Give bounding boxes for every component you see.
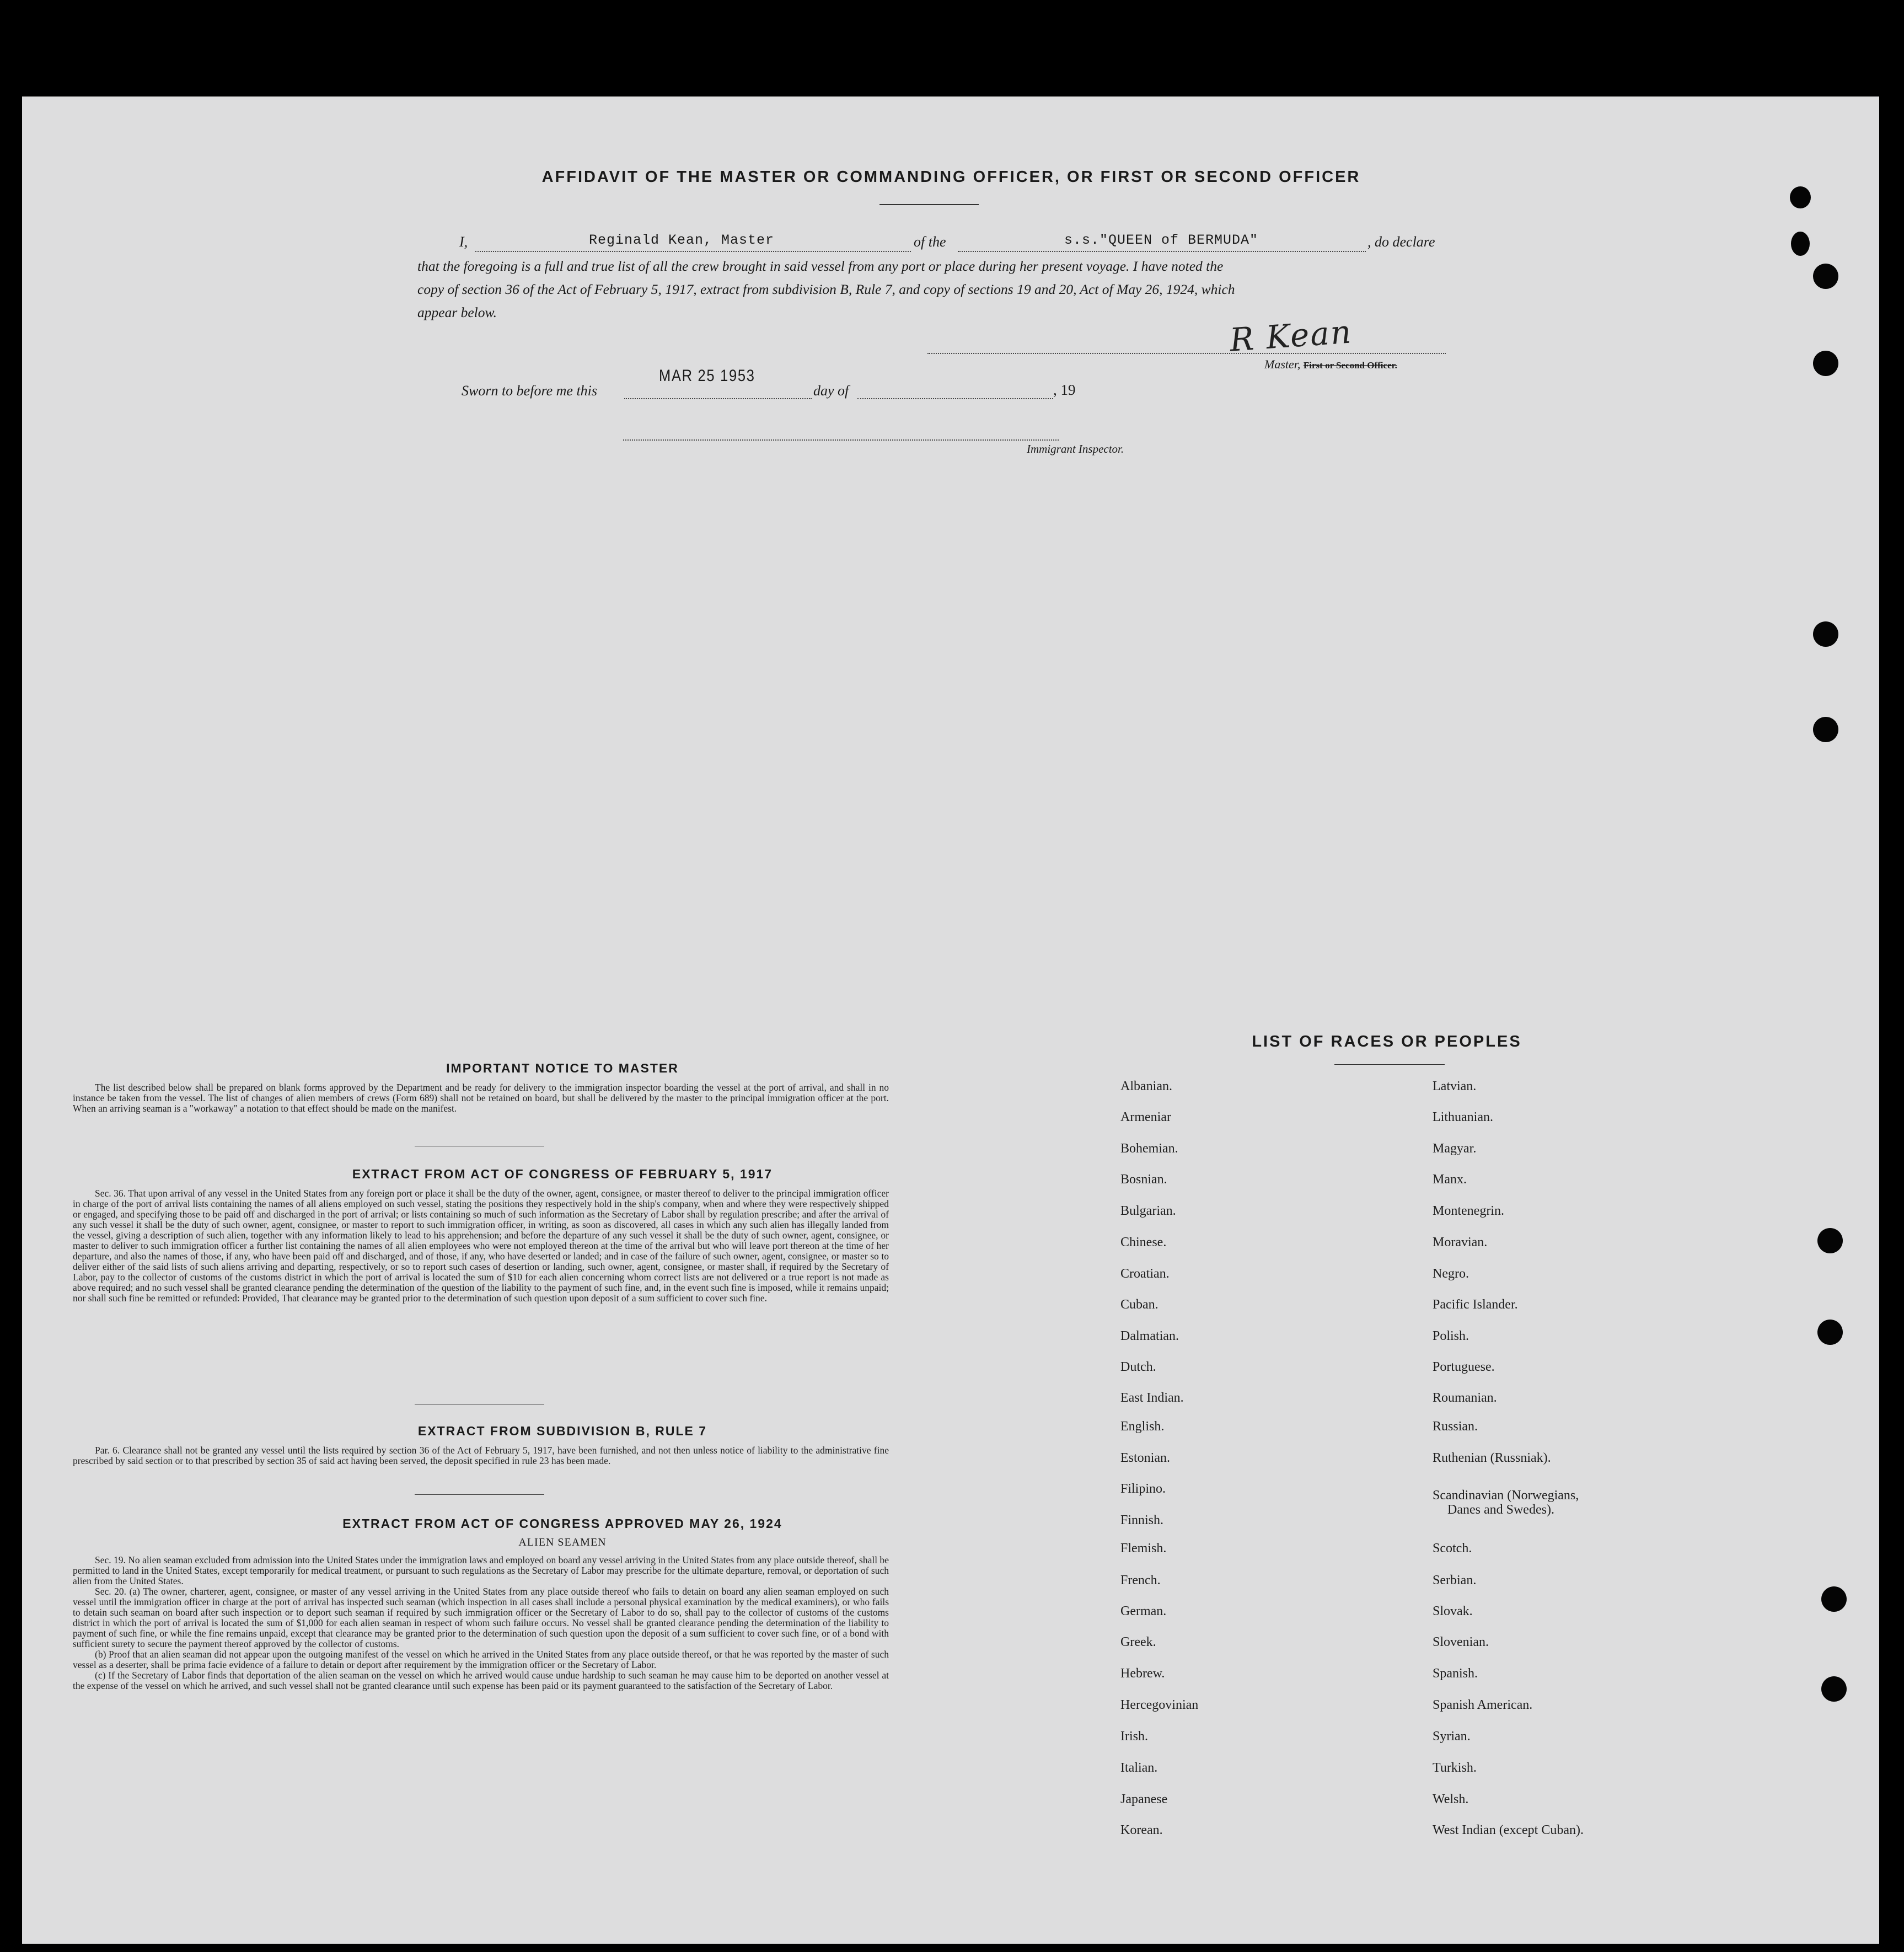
- race-item: Armeniar: [1120, 1110, 1171, 1124]
- sworn-label: Sworn to before me this: [462, 383, 598, 399]
- races-title: LIST OF RACES OR PEOPLES: [1252, 1033, 1522, 1050]
- rule-7-body: [73, 1445, 889, 1466]
- struck-officer-text: First or Second Officer.: [1303, 360, 1397, 371]
- punch-hole: [1817, 1320, 1843, 1345]
- signature-line: [927, 353, 1446, 354]
- sec-20a-paragraph: Sec. 20. (a) The owner, charterer, agent, consignee, or master of any vessel arriving in the United States from any place outside thereof who fails to detain on board any alien seaman employed on such vessel until the immigration officer in charge at the port of arrival has inspected such seaman (which inspection in all cases shall include a personal physical examination by the medical examiners), or who fails to detain such seaman on board after such inspection or to deport such seaman if required by such immigration officer or the Secretary of Labor to do so, shall pay to the collector of customs of the customs district in which the port of arrival is located the sum of $1,000 for each alien seaman in respect of whom such failure occurs. No vessel shall be granted clearance pending the determination of the liability to payment of such fine, or while the fine remains unpaid, except that clearance may be granted prior to the determination of such question upon the deposit of a sum sufficient to cover such fine, or of a bond with sufficient surety to secure the payment thereof approved by the collector of customs.: [73, 1586, 889, 1649]
- race-item: Hebrew.: [1120, 1666, 1165, 1681]
- race-item: Spanish.: [1433, 1666, 1478, 1681]
- inspector-line: [623, 439, 1059, 441]
- race-item: Bosnian.: [1120, 1172, 1167, 1187]
- par-6-paragraph: Par. 6. Clearance shall not be granted any vessel until the lists required by section 36 of the Act of February 5, 1917, have been furnished, and not then unless notice of liability to the administrative fine prescribed by said section or to that prescribed by section 35 of said act having been served, the deposit specified in rule 23 has been made.: [73, 1445, 889, 1466]
- race-item: Greek.: [1120, 1635, 1156, 1649]
- notice-paragraph: The list described below shall be prepared on blank forms approved by the Department and be ready for delivery to the immigration inspector boarding the vessel at the port of arrival, and shall in no instance be taken from the vessel. The list of changes of alien members of crews (Form 689) shall not be retained on board, but shall be delivered by the master to the principal immigration officer at the port. When an arriving seaman is a "workaway" a notation to that effect should be made on the manifest.: [73, 1082, 889, 1114]
- master-name-value: Reginald Kean, Master: [589, 232, 775, 248]
- sec-20b-paragraph: (b) Proof that an alien seaman did not appear upon the outgoing manifest of the vessel on which he arrived in the United States from any place outside thereof, or that he was reported by the master of such vessel as a deserter, shall be prima facie evidence of a failure to detain or deport after requirement by the immigration officer or the Secretary of Labor.: [73, 1649, 889, 1670]
- race-item: Syrian.: [1433, 1729, 1471, 1744]
- alien-seamen-subtitle: ALIEN SEAMEN: [518, 1536, 607, 1548]
- race-item: Japanese: [1120, 1792, 1168, 1806]
- race-item: Irish.: [1120, 1729, 1148, 1744]
- race-item: English.: [1120, 1419, 1165, 1434]
- sworn-date-line: [624, 398, 812, 399]
- vessel-name-value: s.s."QUEEN of BERMUDA": [1064, 232, 1259, 248]
- race-item: Roumanian.: [1433, 1391, 1497, 1405]
- race-item: Spanish American.: [1433, 1698, 1533, 1712]
- affidavit-line-2: that the foregoing is a full and true list of all the crew brought in said vessel from any port or place during her present voyage. I have noted the: [417, 258, 1224, 274]
- extract-1924-title: EXTRACT FROM ACT OF CONGRESS APPROVED MAY 26, 1924: [342, 1516, 782, 1531]
- race-item: French.: [1120, 1573, 1161, 1588]
- notice-title: IMPORTANT NOTICE TO MASTER: [446, 1061, 679, 1075]
- race-item: Scotch.: [1433, 1541, 1472, 1556]
- month-line: [857, 398, 1053, 399]
- affidavit-line-3: copy of section 36 of the Act of February 5, 1917, extract from subdivision B, Rule 7, and copy of sections 19 and 20, Act of May 26, 1924, which: [417, 281, 1235, 297]
- signature-caption: [1264, 357, 1397, 372]
- race-item: Cuban.: [1120, 1297, 1159, 1312]
- punch-hole: [1817, 1228, 1843, 1253]
- affidavit-line-4: appear below.: [417, 304, 497, 320]
- race-item: West Indian (except Cuban).: [1433, 1823, 1584, 1837]
- race-item: German.: [1120, 1604, 1167, 1618]
- race-item: Scandinavian (Norwegians,: [1433, 1488, 1579, 1503]
- race-item: Lithuanian.: [1433, 1110, 1493, 1124]
- race-item: Pacific Islander.: [1433, 1297, 1518, 1312]
- race-item: Korean.: [1120, 1823, 1163, 1837]
- inspector-caption: Immigrant Inspector.: [1027, 442, 1124, 455]
- extract-1924-body: [73, 1555, 889, 1691]
- sec-20c-paragraph: (c) If the Secretary of Labor finds that deportation of the alien seaman on the vessel on which he arrived would cause undue hardship to such seaman he may cause him to be deported on another vessel at the expense of the vessel on which he arrived, and such vessel shall not be granted clearance until such expense has been paid or its payment guaranteed to the satisfaction of the Secretary of Labor.: [73, 1670, 889, 1691]
- race-item: Bohemian.: [1120, 1141, 1178, 1156]
- race-item: Moravian.: [1433, 1235, 1488, 1250]
- day-of-label: day of: [813, 383, 849, 399]
- race-item: Magyar.: [1433, 1141, 1477, 1156]
- race-item: Welsh.: [1433, 1792, 1469, 1806]
- race-item: Latvian.: [1433, 1079, 1477, 1093]
- sec-19-paragraph: Sec. 19. No alien seaman excluded from admission into the United States under the immigration laws and employed on board any vessel arriving in the United States from any place outside thereof, shall be permitted to land in the United States, except temporarily for medical treatment, or pursuant to such regulations as the Secretary of Labor may prescribe for the ultimate departure, removal, or deportation of such alien from the United States.: [73, 1554, 889, 1586]
- race-item: Manx.: [1433, 1172, 1467, 1187]
- punch-hole: [1821, 1676, 1847, 1702]
- title-underline: [879, 204, 979, 205]
- race-item: Slovenian.: [1433, 1635, 1489, 1649]
- race-item: Slovak.: [1433, 1604, 1473, 1618]
- race-item: Ruthenian (Russniak).: [1433, 1451, 1551, 1465]
- punch-hole: [1821, 1586, 1847, 1612]
- of-the-label: of the: [914, 234, 946, 250]
- race-item: Bulgarian.: [1120, 1204, 1176, 1218]
- race-item: Croatian.: [1120, 1267, 1170, 1281]
- punch-hole: [1813, 621, 1838, 647]
- race-item: Chinese.: [1120, 1235, 1167, 1250]
- affidavit-i: I,: [459, 234, 468, 250]
- master-signature: R Kean: [1228, 313, 1354, 359]
- race-item: Hercegovinian: [1120, 1698, 1199, 1712]
- race-item: Russian.: [1433, 1419, 1478, 1434]
- race-item: Montenegrin.: [1433, 1204, 1504, 1218]
- race-item: Flemish.: [1120, 1541, 1167, 1556]
- punch-hole: [1813, 717, 1838, 742]
- race-item: Italian.: [1120, 1761, 1158, 1775]
- punch-hole: [1790, 186, 1811, 208]
- race-item: Polish.: [1433, 1329, 1469, 1343]
- extract-1917-title: EXTRACT FROM ACT OF CONGRESS OF FEBRUARY 5, 1917: [352, 1167, 773, 1181]
- punch-hole: [1813, 351, 1838, 376]
- do-declare-label: , do declare: [1367, 234, 1435, 250]
- races-title-underline: [1334, 1064, 1445, 1065]
- name-line: [475, 251, 911, 252]
- race-item: Negro.: [1433, 1267, 1469, 1281]
- section-divider: [415, 1494, 544, 1495]
- notice-body: [73, 1082, 889, 1114]
- race-item: Danes and Swedes).: [1447, 1503, 1554, 1517]
- race-item: Dutch.: [1120, 1360, 1156, 1374]
- year-label: , 19: [1053, 382, 1076, 398]
- race-item: East Indian.: [1120, 1391, 1184, 1405]
- race-item: Portuguese.: [1433, 1360, 1495, 1374]
- master-caption: Master,: [1264, 357, 1304, 371]
- sec-36-paragraph: Sec. 36. That upon arrival of any vessel in the United States from any foreign port or place it shall be the duty of the owner, agent, consignee, or master thereof to deliver to the principal immigration officer in charge of the port of arrival lists containing the names of all aliens employed on such vessel, stating the positions they respectively hold in the ship's company, when and where they were respectively shipped or engaged, and specifying those to be paid off and discharged in the port of arrival; or lists containing so much of such information as the Secretary of Labor shall by regulation prescribe; and after the arrival of any such vessel it shall be the duty of such owner, agent, consignee, or master to report to such immigration officer, in writing, as soon as discovered, all cases in which any such alien has illegally landed from the vessel, giving a description of such alien, together with any information likely to lead to his apprehension; and before the departure of any such vessel it shall be the duty of such owner, agent, consignee, or master to deliver to such immigration officer a further list containing the names of all alien employees who were not employed thereon at the time of the arrival but who will leave port thereon at the time of her departure, and also the names of those, if any, who have been paid off and discharged, and of those, if any, who have deserted or landed; and in case of the failure of such owner, agent, consignee, or master so to deliver either of the said lists of such aliens arriving and departing, respectively, or so to report such cases of desertion or landing, such owner, agent, consignee, or master shall, if required by the Secretary of Labor, pay to the collector of customs of the customs district in which the port of arrival is located the sum of $10 for each alien concerning whom correct lists are not delivered or a true report is not made as above required; and no such vessel shall be granted clearance pending the determination of the question of the liability to the payment of such fine, and, in the event such fine is imposed, while it remains unpaid; nor shall such fine be remitted or refunded: Provided, That clearance may be granted prior to the determination of such question upon deposit of a sum sufficient to cover such fine.: [73, 1188, 889, 1304]
- punch-hole: [1791, 232, 1810, 256]
- rule-7-title: EXTRACT FROM SUBDIVISION B, RULE 7: [417, 1424, 707, 1438]
- affidavit-title: AFFIDAVIT OF THE MASTER OR COMMANDING OFFICER, OR FIRST OR SECOND OFFICER: [541, 168, 1361, 186]
- race-item: Finnish.: [1120, 1513, 1164, 1527]
- date-stamp: MAR 25 1953: [659, 367, 755, 385]
- punch-hole: [1813, 264, 1838, 289]
- race-item: Turkish.: [1433, 1761, 1477, 1775]
- race-item: Estonian.: [1120, 1451, 1170, 1465]
- race-item: Albanian.: [1120, 1079, 1172, 1093]
- vessel-line: [958, 251, 1366, 252]
- race-item: Serbian.: [1433, 1573, 1477, 1588]
- race-item: Dalmatian.: [1120, 1329, 1179, 1343]
- extract-1917-body: [73, 1188, 889, 1304]
- race-item: Filipino.: [1120, 1482, 1166, 1496]
